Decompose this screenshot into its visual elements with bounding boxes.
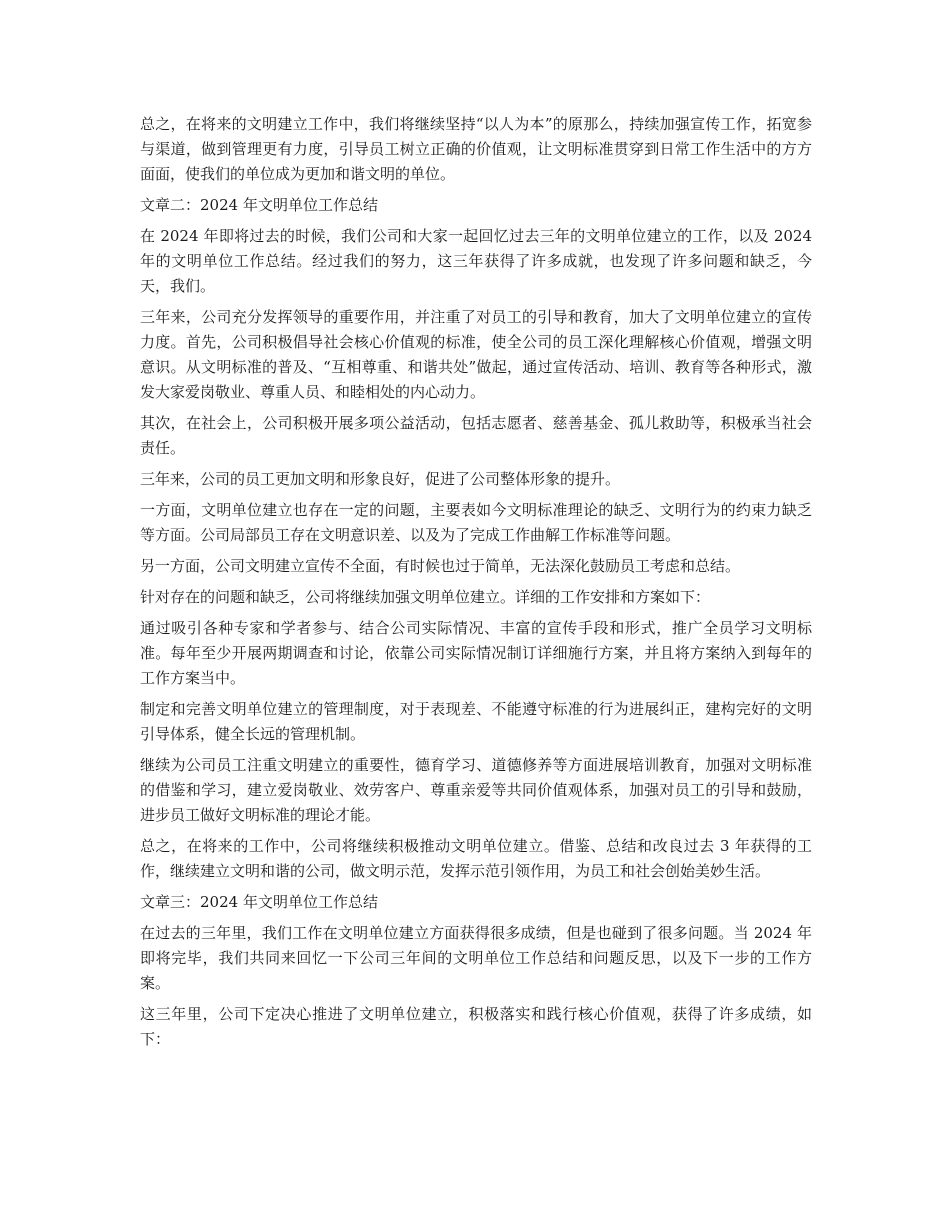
paragraph: 总之，在将来的工作中，公司将继续积极推动文明单位建立。借鉴、总结和改良过去 3 年获得的工作，继续建立文明和谐的公司，做文明示范，发挥示范引领作用，为员工和社会创始美妙生活。 [140, 837, 812, 880]
paragraph: 三年来，公司充分发挥领导的重要作用，并注重了对员工的引导和教育，加大了文明单位建立的宣传力度。首先，公司积极倡导社会核心价值观的标准，使全公司的员工深化理解核心价值观，增强文明意识。从文明标准的普及、“互相尊重、和谐共处”做起，通过宣传活动、培训、教育等各种形式，激发大家爱岗敬业、尊重人员、和睦相处的内心动力。 [140, 308, 812, 401]
article-heading: 文章三：2024 年文明单位工作总结 [140, 893, 378, 911]
paragraph: 一方面，文明单位建立也存在一定的问题，主要表如今文明标准理论的缺乏、文明行为的约束力缺乏等方面。公司局部员工存在文明意识差、以及为了完成工作曲解工作标准等问题。 [140, 501, 812, 544]
article-heading: 文章二：2024 年文明单位工作总结 [140, 196, 378, 214]
paragraph: 三年来，公司的员工更加文明和形象良好，促进了公司整体形象的提升。 [140, 470, 621, 488]
paragraph: 另一方面，公司文明建立宣传不全面，有时候也过于简单，无法深化鼓励员工考虑和总结。 [140, 557, 741, 575]
paragraph: 在 2024 年即将过去的时候，我们公司和大家一起回忆过去三年的文明单位建立的工作，以及 2024 年的文明单位工作总结。经过我们的努力，这三年获得了许多成就，也发现了许多问题和缺乏，今天，我们。 [140, 227, 812, 295]
paragraph: 总之，在将来的文明建立工作中，我们将继续坚持“以人为本”的原那么，持续加强宣传工作，拓宽参与渠道，做到管理更有力度，引导员工树立正确的价值观，让文明标准贯穿到日常工作生活中的方方面面，使我们的单位成为更加和谐文明的单位。 [140, 115, 812, 183]
paragraph: 通过吸引各种专家和学者参与、结合公司实际情况、丰富的宣传手段和形式，推广全员学习文明标准。每年至少开展两期调查和讨论，依靠公司实际情况制订详细施行方案，并且将方案纳入到每年的工作方案当中。 [140, 619, 812, 687]
paragraph: 继续为公司员工注重文明建立的重要性，德育学习、道德修养等方面进展培训教育，加强对文明标准的借鉴和学习，建立爱岗敬业、效劳客户、尊重亲爱等共同价值观体系，加强对员工的引导和鼓励，进步员工做好文明标准的理论才能。 [140, 756, 812, 824]
document-page [140, 112, 812, 1058]
paragraph: 其次，在社会上，公司积极开展多项公益活动，包括志愿者、慈善基金、孤儿救助等，积极承当社会责任。 [140, 414, 812, 457]
paragraph: 制定和完善文明单位建立的管理制度，对于表现差、不能遵守标准的行为进展纠正，建构完好的文明引导体系，健全长远的管理机制。 [140, 700, 812, 743]
paragraph: 在过去的三年里，我们工作在文明单位建立方面获得很多成绩，但是也碰到了很多问题。当 2024 年即将完毕，我们共同来回忆一下公司三年间的文明单位工作总结和问题反思，以及下一步的工作方案。 [140, 924, 812, 992]
paragraph: 针对存在的问题和缺乏，公司将继续加强文明单位建立。详细的工作安排和方案如下： [140, 588, 711, 606]
paragraph: 这三年里，公司下定决心推进了文明单位建立，积极落实和践行核心价值观，获得了许多成绩，如下： [140, 1005, 812, 1048]
